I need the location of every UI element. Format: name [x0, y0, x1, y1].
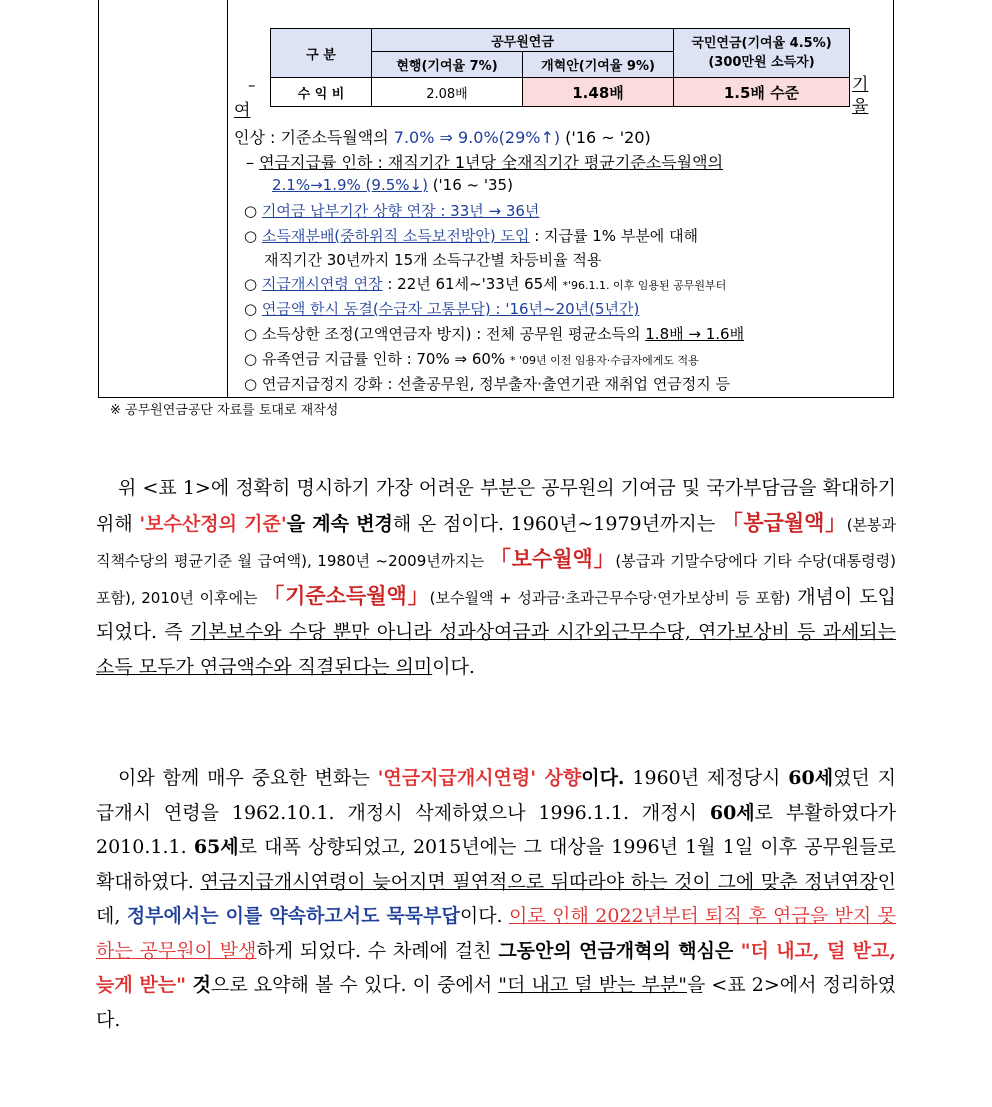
header-category: 구 분	[271, 29, 372, 78]
item-highlight: 7.0% ⇒ 9.0%(29%↑)	[393, 128, 561, 147]
item-highlight: 1.8배 → 1.6배	[645, 325, 745, 343]
highlight-red: '보수산정의 기준'	[139, 512, 287, 535]
text-small: (본봉과 직책수당의 평균기준 월 급여액), 1980년 ~2009년까지는	[96, 515, 897, 570]
cell-nps: 1.5배 수준	[674, 78, 850, 107]
item-highlight: 기여금 납부기간 상향 연장 : 33년 → 36년	[261, 202, 540, 220]
item-text: : 22년 61세~'33년 65세	[382, 275, 563, 293]
term-bonggeup: 「봉급월액」	[721, 510, 847, 535]
item-redistribution-detail: 재직기간 30년까지 15개 소득구간별 차등비율 적용	[264, 251, 602, 269]
row-label-benefit-ratio: 수 익 비	[271, 78, 372, 107]
header-gpension: 공무원연금	[372, 29, 674, 52]
header-current: 현행(기여율 7%)	[372, 52, 523, 78]
source-note: ※ 공무원연금공단 자료를 토대로 재작성	[110, 403, 339, 418]
item-income-cap	[244, 323, 744, 344]
header-nps-line2: (300만원 소득자)	[708, 55, 815, 70]
item-text: 연금지급률 인하 : 재직기간 1년당 全재직기간 평균기준소득월액의	[259, 153, 724, 172]
text: 로 부활하였다가 2010.1.1.	[96, 801, 896, 858]
cell-current: 2.08배	[372, 78, 523, 107]
item-footnote: * '09년 이전 임용자·수급자에게도 적용	[509, 354, 699, 367]
term-gijun: 「기준소득월액」	[263, 583, 430, 608]
text: 로 대폭 상향되었고, 2015년에는 그 대상을 1996년 1월 1일 이후 공무원들로 확대하였다.	[96, 836, 896, 893]
header-reform: 개혁안(기여율 9%)	[523, 52, 674, 78]
bullet-marker: ○	[244, 227, 262, 245]
item-period: ('16 ~ '20)	[560, 128, 651, 147]
text-bold: 을 계속 변경	[286, 512, 393, 535]
item-payment-rate-cut	[246, 150, 723, 173]
text: 이다.	[459, 905, 510, 927]
bullet-marker: ○	[244, 300, 262, 318]
text: 위 <표 1>에 정확히 명시하기 가장 어려운 부분은 공무원의 기여금 및 국가부담금을 확대하기 위해	[96, 477, 896, 535]
item-payment-rate-values	[272, 176, 513, 194]
highlight-red: '연금지급개시연령' 상향	[377, 767, 582, 789]
highlight-blue: 정부에서는 이를 약속하고서도 묵묵부답	[126, 905, 460, 927]
text-bold: 것	[185, 974, 212, 996]
item-text: : 지급률 1% 부분에 대해	[529, 227, 699, 245]
text-underlined: "더 내고 덜 받는 부분"	[498, 974, 687, 996]
text: 였던 지급개시 연령을 1962.10.1. 개정시 삭제하였으나 1996.1.1. 개정시	[96, 767, 897, 824]
bullet-marker: ○	[244, 202, 262, 220]
text: 개념이 도입되었다. 즉	[96, 585, 897, 643]
term-bosu: 「보수월액」	[489, 547, 616, 571]
text-bold: 60세	[709, 801, 755, 824]
side-text-yeo: 여	[234, 101, 251, 121]
text-underlined: 기본보수와 수당 뿐만 아니라 성과상여금과 시간외근무수당, 연가보상비 등 과세되는 소득 모두가 연금액수와 직결된다는 의미	[96, 621, 897, 678]
item-suspension: ○ 연금지급정지 강화 : 선출공무원, 정부출자·출연기관 재취업 연금정지 등	[244, 375, 731, 393]
header-nps-line1: 국민연금(기여율 4.5%)	[691, 36, 832, 51]
text: 인데,	[96, 870, 896, 927]
item-start-age	[244, 273, 726, 294]
highlight-red: "더 내고, 덜 받고, 늦게 받는"	[96, 939, 896, 996]
item-redistribution	[244, 225, 698, 246]
paragraph-2	[96, 761, 896, 1037]
highlight-red-underlined: 이로 인해 2022년부터 퇴직 후 연금을 받지 못하는 공무원이 발생	[96, 905, 896, 962]
text: 을 <표 2>에서 정리하였다.	[96, 974, 896, 1031]
item-text: ○ 유족연금 지급률 인하 : 70% ⇒ 60%	[244, 350, 510, 368]
item-contribution-raise	[234, 125, 651, 148]
text-small: (봉급과 기말수당에다 기타 수당(대통령령) 포함), 2010년 이후에는	[96, 552, 896, 607]
paragraph-1	[96, 471, 896, 684]
text-bold: 65세	[193, 836, 239, 858]
bullet-marker: ○	[244, 275, 262, 293]
item-highlight: 2.1%→1.9% (9.5%↓)	[272, 176, 428, 194]
text-bold: 이다.	[581, 767, 625, 789]
item-text: 인상 : 기준소득월액의	[234, 128, 394, 147]
item-highlight: 소득재분배(중하위직 소득보전방안) 도입	[261, 227, 530, 245]
text: 해 온 점이다. 1960년~1979년까지는	[392, 512, 722, 535]
item-period: ('16 ~ '35)	[427, 176, 513, 194]
benefit-ratio-table	[270, 28, 850, 107]
item-highlight: 지급개시연령 연장	[261, 275, 383, 293]
text: 이와 함께 매우 중요한 변화는	[118, 767, 378, 789]
header-nps	[674, 29, 850, 78]
item-contribution-period	[244, 200, 539, 221]
item-freeze	[244, 298, 639, 319]
item-survivor-pension	[244, 348, 699, 369]
item-text: ○ 소득상한 조정(고액연금자 방지) : 전체 공무원 평균소득의	[244, 325, 646, 343]
text-bold: 그동안의 연금개혁의 핵심은	[498, 939, 741, 962]
item-marker: –	[246, 153, 260, 172]
text: 1960년 제정당시	[624, 767, 789, 789]
side-dash: –	[248, 76, 256, 94]
item-footnote: *'96.1.1. 이후 임용된 공무원부터	[562, 279, 727, 292]
side-text-giyul: 기율	[852, 75, 869, 117]
item-highlight: 연금액 한시 동결(수급자 고통분담) : '16년~20년(5년간)	[261, 300, 640, 318]
text-underlined: 연금지급개시연령이 늦어지면 필연적으로 뒤따라야 하는 것이 그에 맞춘 정년연장	[200, 870, 878, 893]
cell-reform: 1.48배	[523, 78, 674, 107]
text-bold: 60세	[788, 767, 834, 789]
text-small: (보수월액 + 성과금·초과근무수당·연가보상비 등 포함)	[429, 588, 791, 607]
table-column-divider	[227, 0, 228, 397]
text: 이다.	[432, 655, 475, 678]
text: 으로 요약해 볼 수 있다. 이 중에서	[211, 974, 499, 996]
text: 하게 되었다. 수 차례에 걸친	[256, 939, 499, 962]
